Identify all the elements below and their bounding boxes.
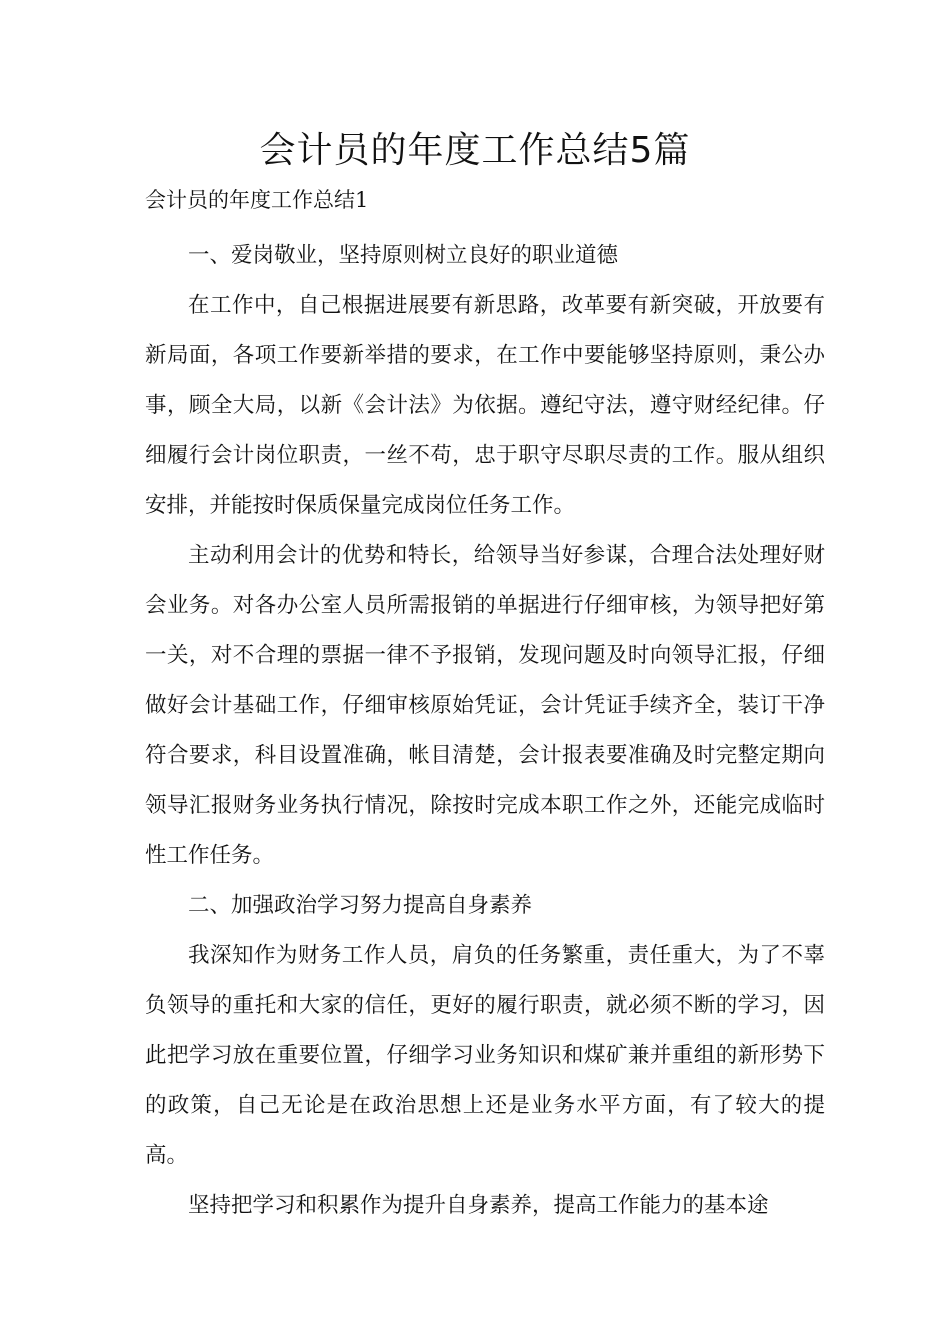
document-title: 会计员的年度工作总结5篇 [259, 130, 691, 171]
paragraph-2: 主动利用会计的优势和特长，给领导当好参谋，合理合法处理好财会业务。对各办公室人员所需报销的单据进行仔细审核，为领导把好第一关，对不合理的票据一律不予报销，发现问题及时向领导汇报，仔细做好会计基础工作，仔细审核原始凭证，会计凭证手续齐全，装订干净符合要求，科目设置准确，帐目清楚，会计报表要准确及时完整定期向领导汇报财务业务执行情况，除按时完成本职工作之外，还能完成临时性工作任务。 [145, 543, 825, 868]
paragraph-1: 在工作中，自己根据进展要有新思路，改革要有新突破，开放要有新局面，各项工作要新举措的要求，在工作中要能够坚持原则，秉公办事，顾全大局，以新《会计法》为依据。遵纪守法，遵守财经纪律。仔细履行会计岗位职责，一丝不苟，忠于职守尽职尽责的工作。服从组织安排，并能按时保质保量完成岗位任务工作。 [145, 293, 825, 518]
paragraph-4: 坚持把学习和积累作为提升自身素养，提高工作能力的基本途 [188, 1193, 769, 1218]
section-title: 会计员的年度工作总结1 [145, 188, 369, 212]
section-heading-1: 一、爱岗敬业，坚持原则树立良好的职业道德 [188, 243, 619, 268]
section-heading-2: 二、加强政治学习努力提高自身素养 [188, 893, 533, 918]
paragraph-3: 我深知作为财务工作人员，肩负的任务繁重，责任重大，为了不辜负领导的重托和大家的信任，更好的履行职责，就必须不断的学习，因此把学习放在重要位置，仔细学习业务知识和煤矿兼并重组的新形势下的政策，自己无论是在政治思想上还是业务水平方面，有了较大的提高。 [145, 943, 825, 1168]
document-body [145, 231, 825, 1231]
